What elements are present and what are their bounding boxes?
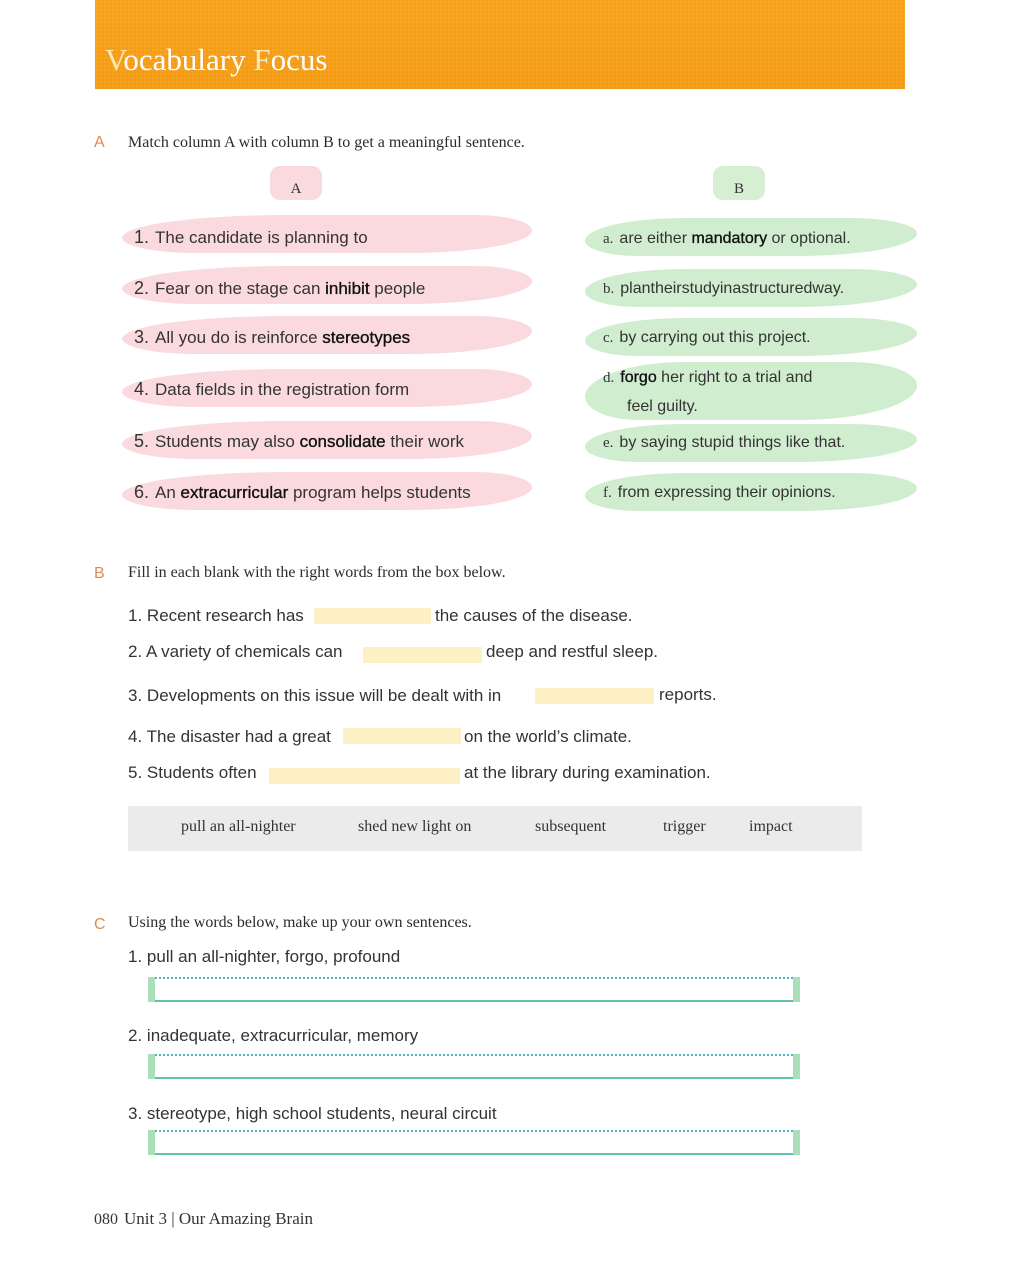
column-a-item: 3. All you do is reinforce stereotypes <box>134 327 411 347</box>
column-b-item: f. from expressing their opinions. <box>603 484 836 501</box>
blank-3[interactable] <box>535 688 654 704</box>
fill-sentence-3-end: reports. <box>659 685 717 704</box>
answer-line-1[interactable] <box>148 977 800 1002</box>
unit-title: Unit 3 | Our Amazing Brain <box>124 1209 313 1228</box>
column-b-item: c. by carrying out this project. <box>603 329 811 346</box>
word-option: trigger <box>663 818 706 835</box>
column-b-item: e. by saying stupid things like that. <box>603 434 846 451</box>
title-part-1: ocabulary <box>123 42 254 77</box>
page-title <box>105 42 327 78</box>
sentence-prompt-1: 1. pull an all-nighter, forgo, profound <box>128 947 401 966</box>
fill-sentence-2: 2. A variety of chemicals can <box>128 642 343 661</box>
column-a-item: 4. Data fields in the registration form <box>134 379 410 399</box>
fill-sentence-4: 4. The disaster had a great <box>128 727 331 746</box>
word-option: shed new light on <box>358 818 472 835</box>
fill-sentence-5: 5. Students often <box>128 763 257 782</box>
column-b-header: B <box>713 166 765 200</box>
section-a-instruction: Match column A with column B to get a meaningful sentence. <box>128 134 525 151</box>
blank-4[interactable] <box>343 728 461 744</box>
answer-line-2[interactable] <box>148 1054 800 1079</box>
blank-5[interactable] <box>269 768 460 784</box>
sentence-prompt-3: 3. stereotype, high school students, neural circuit <box>128 1104 497 1123</box>
page-number: 080 <box>94 1211 118 1228</box>
section-c-letter: C <box>94 916 106 933</box>
column-a-item: 2. Fear on the stage can inhibit people <box>134 278 426 298</box>
section-b-letter: B <box>94 565 105 582</box>
word-option: subsequent <box>535 818 607 835</box>
answer-line-3[interactable] <box>148 1130 800 1155</box>
section-b-instruction: Fill in each blank with the right words from the box below. <box>128 564 506 581</box>
column-b-item: b. plantheirstudyinastructuredway. <box>603 280 845 297</box>
blank-1[interactable] <box>314 608 431 624</box>
blank-2[interactable] <box>363 647 482 663</box>
column-b-item: a. are either mandatory or optional. <box>603 230 851 247</box>
fill-sentence-1: 1. Recent research has <box>128 606 304 625</box>
fill-sentence-2-end: deep and restful sleep. <box>486 642 659 661</box>
page-footer <box>94 1209 313 1229</box>
column-a-item: 6. An extracurricular program helps students <box>134 482 471 502</box>
word-option: pull an all-nighter <box>181 818 296 835</box>
sentence-prompt-2: 2. inadequate, extracurricular, memory <box>128 1026 419 1045</box>
column-a-header: A <box>270 166 322 200</box>
column-b-item-continued: feel guilty. <box>627 398 698 415</box>
section-a-letter: A <box>94 134 105 151</box>
column-b-item: d. forgo her right to a trial and <box>603 369 813 386</box>
title-initial-f: F <box>253 42 271 77</box>
fill-sentence-4-end: on the world’s climate. <box>464 727 632 746</box>
title-initial-v: V <box>105 42 124 77</box>
column-a-item: 5. Students may also consolidate their work <box>134 431 465 451</box>
column-a-item: 1. The candidate is planning to <box>134 227 368 247</box>
word-option: impact <box>749 818 793 835</box>
fill-sentence-3: 3. Developments on this issue will be dealt with in <box>128 686 502 705</box>
title-banner <box>95 0 905 89</box>
fill-sentence-5-end: at the library during examination. <box>464 763 711 782</box>
section-c-instruction: Using the words below, make up your own sentences. <box>128 914 472 931</box>
title-part-2: ocus <box>270 42 328 77</box>
fill-sentence-1-end: the causes of the disease. <box>435 606 633 625</box>
